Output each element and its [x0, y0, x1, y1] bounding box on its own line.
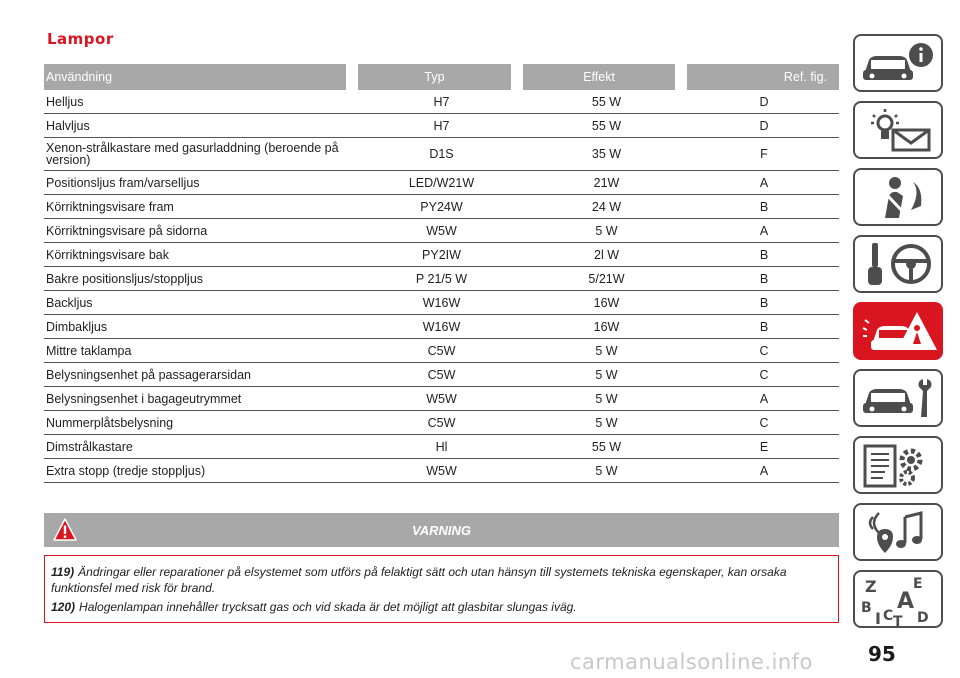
power-cell: 5 W	[595, 415, 618, 430]
type-cell: PY2IW	[422, 247, 461, 262]
ref-fig-cell: B	[759, 247, 769, 262]
usage-cell: Mittre taklampa	[46, 343, 132, 358]
table-row	[44, 291, 839, 315]
warning-note-120: 120) Halogenlampan innehåller trycksatt gas och vid skada är det möjligt att glasbitar slungas iväg.	[51, 600, 577, 614]
table-row	[44, 138, 839, 171]
airbag-seatbelt-icon	[855, 170, 941, 224]
header-power: Effekt	[583, 70, 615, 84]
type-cell: PY24W	[420, 199, 463, 214]
table-row	[44, 243, 839, 267]
ref-fig-cell: B	[759, 295, 769, 310]
table-row	[44, 315, 839, 339]
type-cell: P 21/5 W	[415, 271, 468, 286]
specifications-gear-icon	[855, 438, 941, 492]
table-header	[44, 64, 839, 90]
warning-title: VARNING	[412, 523, 471, 538]
svg-text:D: D	[917, 610, 929, 626]
ref-fig-cell: B	[759, 271, 769, 286]
power-cell: 5 W	[595, 223, 618, 238]
section-title: Lampor	[47, 30, 114, 48]
power-cell: 35 W	[591, 147, 622, 161]
ref-fig-cell: D	[759, 94, 769, 109]
type-cell: D1S	[429, 147, 454, 161]
ref-fig-cell: A	[759, 223, 769, 238]
svg-text:Z: Z	[865, 577, 877, 596]
usage-cell: Positionsljus fram/varselljus	[46, 175, 200, 190]
type-cell: H7	[433, 118, 450, 133]
ref-fig-cell: F	[760, 147, 768, 161]
type-cell: C5W	[427, 367, 456, 382]
car-emergency-icon	[855, 304, 941, 358]
ref-fig-cell: A	[759, 391, 769, 406]
ref-fig-cell: D	[759, 118, 769, 133]
table-row	[44, 411, 839, 435]
power-cell: 5 W	[595, 367, 618, 382]
header-usage: Användning	[46, 70, 113, 84]
warning-note-119: 119) Ändringar eller reparationer på elsystemet som utförs på felaktigt sätt och utan hänsyn till systemets tekniska egenskaper, kan orsaka funktionsfel med risk för brand.	[51, 565, 787, 595]
power-cell: 5 W	[595, 391, 618, 406]
warning-lights-icon	[855, 103, 941, 157]
type-cell: W16W	[422, 319, 461, 334]
table-row	[44, 267, 839, 291]
usage-cell: Belysningsenhet på passagerarsidan	[46, 367, 251, 382]
type-cell: W16W	[422, 295, 461, 310]
usage-cell: Körriktningsvisare fram	[46, 199, 174, 214]
table-row	[44, 435, 839, 459]
svg-text:T: T	[893, 614, 903, 626]
ref-fig-cell: A	[759, 463, 769, 478]
watermark: carmanualsonline.info	[570, 650, 813, 674]
bulb-table	[44, 64, 839, 483]
table-body	[44, 90, 839, 483]
power-cell: 55 W	[591, 118, 622, 133]
power-cell: 16W	[593, 319, 620, 334]
type-cell: C5W	[427, 415, 456, 430]
tab-car-emergency[interactable]	[853, 302, 943, 360]
table-row	[44, 219, 839, 243]
tab-warning-lights[interactable]	[853, 101, 943, 159]
usage-cell: Backljus	[46, 295, 93, 310]
svg-text:I: I	[875, 609, 881, 626]
alphabetical-index-icon	[855, 572, 941, 626]
usage-cell: Körriktningsvisare bak	[46, 247, 169, 262]
ref-fig-cell: B	[759, 199, 769, 214]
multimedia-icon	[855, 505, 941, 559]
ref-fig-cell: C	[759, 367, 769, 382]
usage-cell: Bakre positionsljus/stoppljus	[46, 271, 204, 286]
svg-text:A: A	[897, 589, 915, 614]
usage-cell: Helljus	[46, 94, 84, 109]
table-row	[44, 387, 839, 411]
tab-steering-key[interactable]	[853, 235, 943, 293]
table-row	[44, 339, 839, 363]
header-type: Typ	[424, 70, 445, 84]
car-maintenance-icon	[855, 371, 941, 425]
svg-text:E: E	[913, 576, 923, 592]
power-cell: 24 W	[591, 199, 622, 214]
table-row	[44, 114, 839, 138]
usage-cell: Nummerplåtsbelysning	[46, 415, 174, 430]
power-cell: 2l W	[594, 247, 619, 262]
svg-text:B: B	[861, 600, 872, 616]
table-row	[44, 363, 839, 387]
usage-cell: Halvljus	[46, 118, 90, 133]
table-row	[44, 171, 839, 195]
table-row	[44, 459, 839, 483]
power-cell: 5/21W	[588, 271, 625, 286]
tab-multimedia[interactable]	[853, 503, 943, 561]
tab-alphabetical-index[interactable]	[853, 570, 943, 628]
tab-car-maintenance[interactable]	[853, 369, 943, 427]
ref-fig-cell: A	[759, 175, 769, 190]
header-ref-fig: Ref. fig.	[783, 70, 827, 84]
ref-fig-cell: E	[759, 439, 769, 454]
ref-fig-cell: B	[759, 319, 769, 334]
power-cell: 5 W	[595, 463, 618, 478]
usage-cell: Belysningsenhet i bagageutrymmet	[46, 391, 242, 406]
steering-key-icon	[855, 237, 941, 291]
ref-fig-cell: C	[759, 415, 769, 430]
usage-cell: Dimbakljus	[46, 319, 108, 334]
type-cell: W5W	[426, 391, 457, 406]
tab-specifications[interactable]	[853, 436, 943, 494]
page-number: 95	[868, 642, 896, 666]
warning-body	[44, 555, 839, 623]
tab-airbag-seatbelt[interactable]	[853, 168, 943, 226]
warning-header	[44, 513, 839, 547]
table-row	[44, 90, 839, 114]
power-cell: 55 W	[591, 439, 622, 454]
type-cell: H7	[433, 94, 450, 109]
usage-cell: Xenon-strålkastare med gasurladdning (beroende på version)	[46, 141, 339, 167]
usage-cell: Extra stopp (tredje stoppljus)	[46, 463, 206, 478]
svg-text:C: C	[883, 608, 894, 624]
type-cell: C5W	[427, 343, 456, 358]
power-cell: 55 W	[591, 94, 622, 109]
power-cell: 5 W	[595, 343, 618, 358]
type-cell: W5W	[426, 223, 457, 238]
ref-fig-cell: C	[759, 343, 769, 358]
tab-car-info[interactable]	[853, 34, 943, 92]
table-row	[44, 195, 839, 219]
usage-cell: Körriktningsvisare på sidorna	[46, 223, 208, 238]
type-cell: W5W	[426, 463, 457, 478]
type-cell: Hl	[435, 439, 448, 454]
car-info-icon	[855, 36, 941, 90]
usage-cell: Dimstrålkastare	[46, 439, 133, 454]
power-cell: 21W	[593, 175, 620, 190]
power-cell: 16W	[593, 295, 620, 310]
type-cell: LED/W21W	[408, 175, 475, 190]
